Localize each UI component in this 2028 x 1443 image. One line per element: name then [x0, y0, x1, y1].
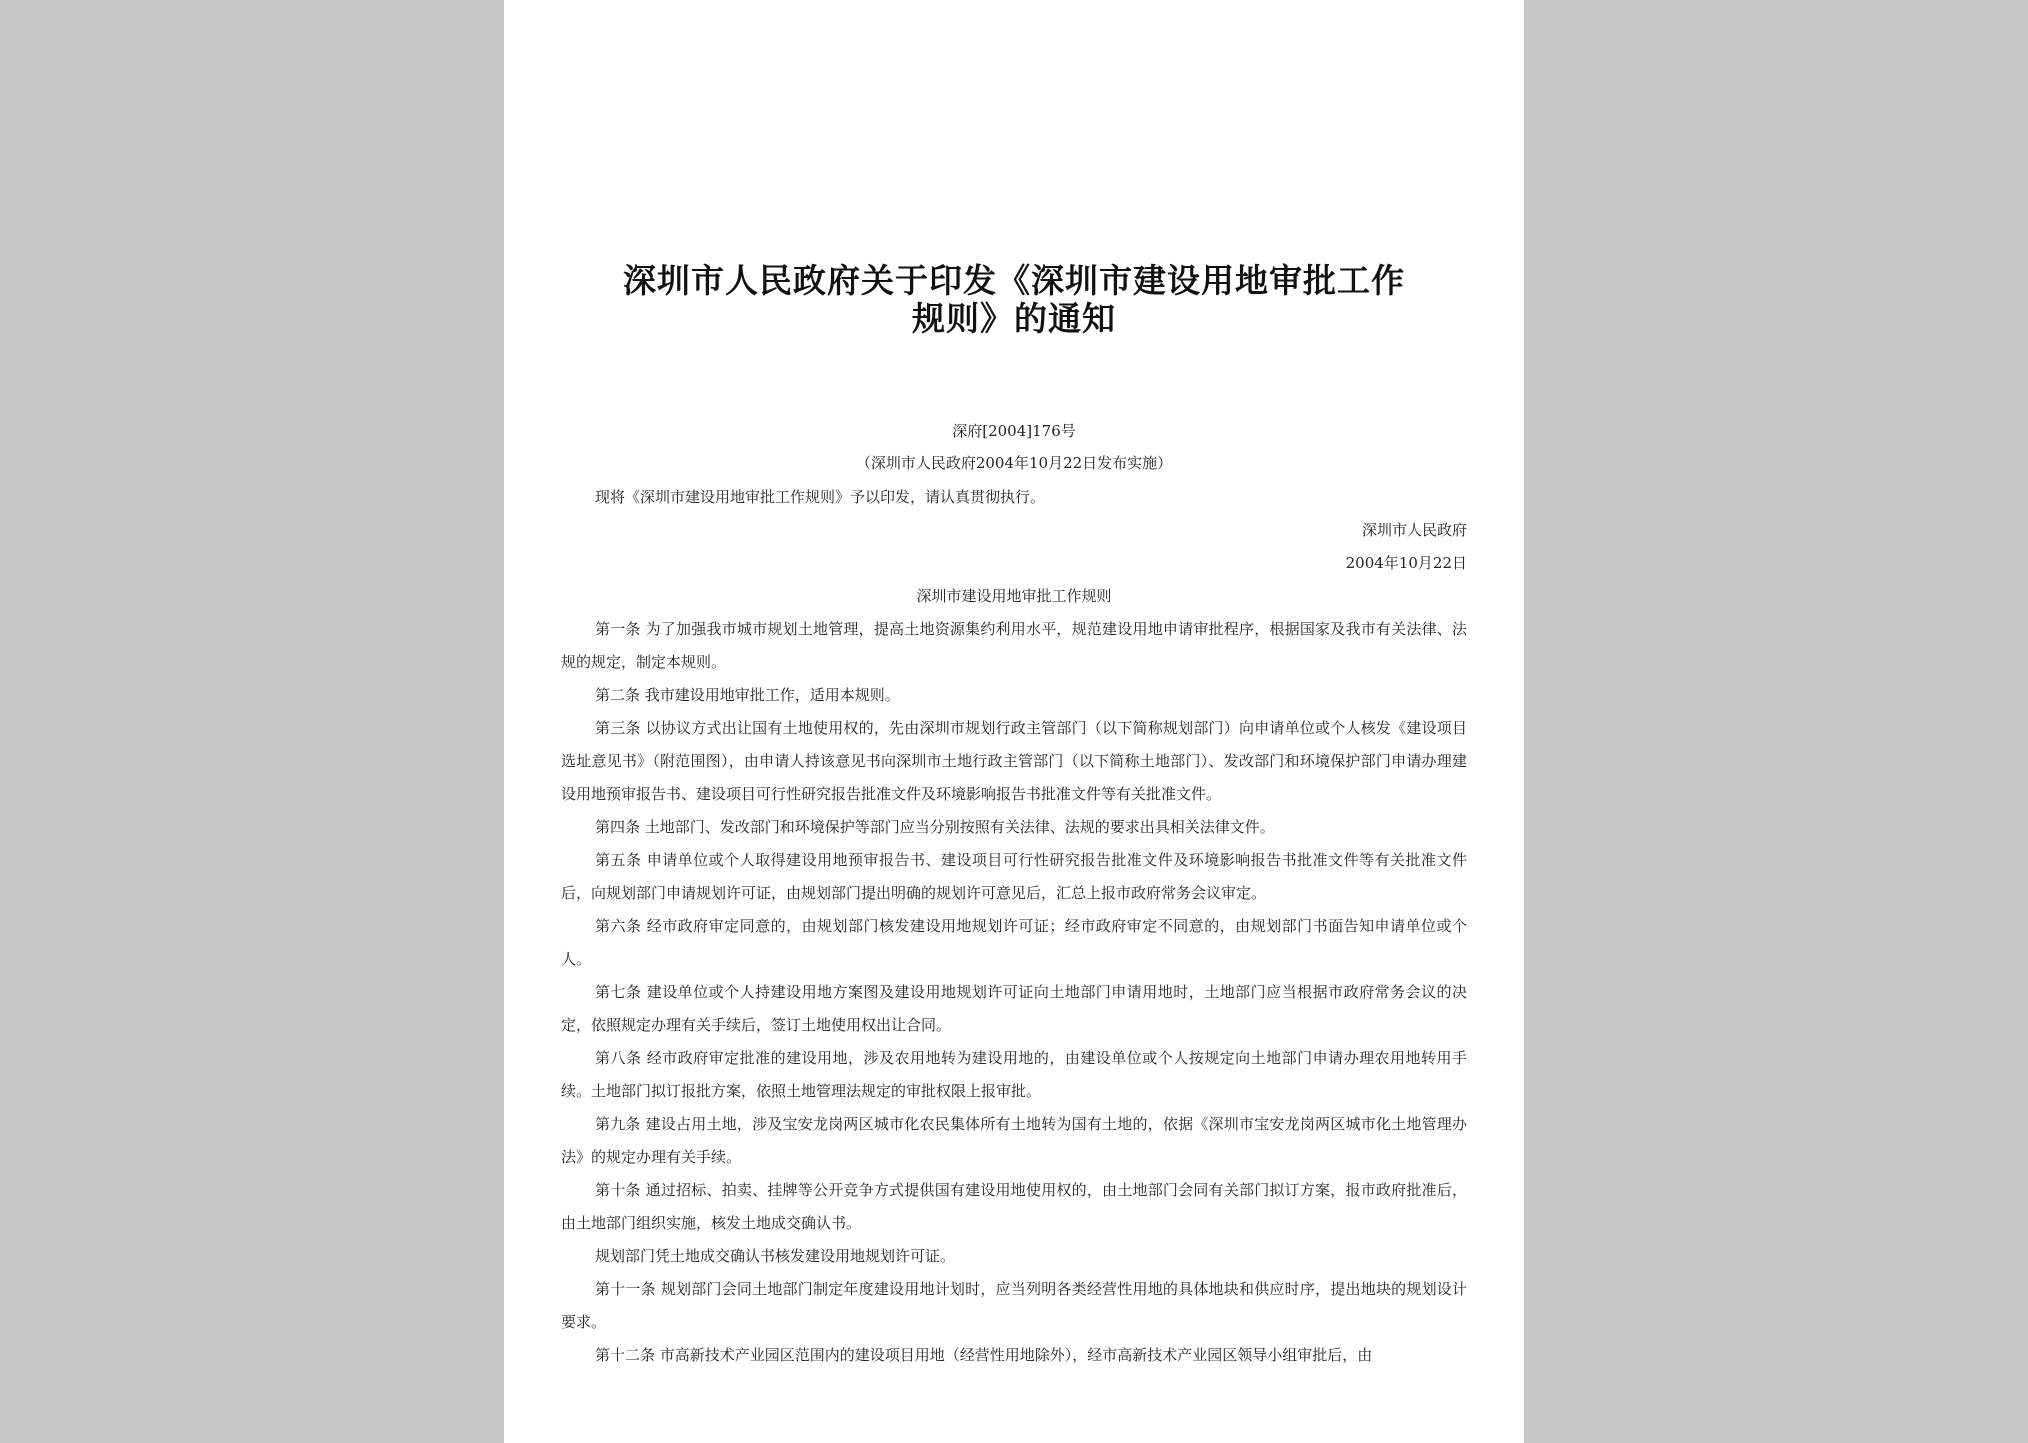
article-8: 第八条 经市政府审定批准的建设用地，涉及农用地转为建设用地的，由建设单位或个人按规定向土地部门申请办理农用地转用手续。土地部门拟订报批方案，依照土地管理法规定的审批权限上报审批。 — [561, 1049, 1467, 1100]
article-4: 第四条 土地部门、发改部门和环境保护等部门应当分别按照有关法律、法规的要求出具相关法律文件。 — [595, 818, 1275, 836]
document-title — [584, 262, 1444, 338]
article-3: 第三条 以协议方式出让国有土地使用权的，先由深圳市规划行政主管部门（以下简称规划部门）向申请单位或个人核发《建设项目选址意见书》（附范围图），由申请人持该意见书向深圳市土地行政主管部门（以下简称土地部门）、发改部门和环境保护部门申请办理建设用地预审报告书、建设项目可行性研究报告批准文件及环境影响报告书批准文件等有关批准文件。 — [561, 719, 1467, 803]
article-11: 第十一条 规划部门会同土地部门制定年度建设用地计划时，应当列明各类经营性用地的具体地块和供应时序，提出地块的规划设计要求。 — [561, 1280, 1467, 1331]
document-number: 深府[2004]176号 — [952, 422, 1076, 440]
issued-note: （深圳市人民政府2004年10月22日发布实施） — [855, 454, 1173, 472]
article-7: 第七条 建设单位或个人持建设用地方案图及建设用地规划许可证向土地部门申请用地时，土地部门应当根据市政府常务会议的决定，依照规定办理有关手续后，签订土地使用权出让合同。 — [561, 983, 1467, 1034]
article-10: 第十条 通过招标、拍卖、挂牌等公开竞争方式提供国有建设用地使用权的，由土地部门会同有关部门拟订方案，报市政府批准后，由土地部门组织实施，核发土地成交确认书。 — [561, 1181, 1467, 1232]
article-6: 第六条 经市政府审定同意的，由规划部门核发建设用地规划许可证；经市政府审定不同意的，由规划部门书面告知申请单位或个人。 — [561, 917, 1467, 968]
article-10-note: 规划部门凭土地成交确认书核发建设用地规划许可证。 — [595, 1247, 956, 1265]
article-12: 第十二条 市高新技术产业园区范围内的建设项目用地（经营性用地除外），经市高新技术产业园区领导小组审批后，由 — [595, 1346, 1373, 1364]
intro-paragraph: 现将《深圳市建设用地审批工作规则》予以印发，请认真贯彻执行。 — [595, 488, 1046, 506]
article-2: 第二条 我市建设用地审批工作，适用本规则。 — [595, 686, 900, 704]
article-9: 第九条 建设占用土地，涉及宝安龙岗两区城市化农民集体所有土地转为国有土地的，依据《深圳市宝安龙岗两区城市化土地管理办法》的规定办理有关手续。 — [561, 1115, 1467, 1166]
rules-title: 深圳市建设用地审批工作规则 — [916, 587, 1112, 605]
signer: 深圳市人民政府 — [1361, 521, 1467, 539]
document-body — [561, 481, 1467, 1372]
sign-date: 2004年10月22日 — [1345, 554, 1467, 572]
article-1: 第一条 为了加强我市城市规划土地管理，提高土地资源集约利用水平，规范建设用地申请审批程序，根据国家及我市有关法律、法规的规定，制定本规则。 — [561, 620, 1467, 671]
title-line-2: 规则》的通知 — [912, 299, 1116, 338]
title-line-1: 深圳市人民政府关于印发《深圳市建设用地审批工作 — [623, 261, 1405, 300]
document-page — [504, 0, 1524, 1443]
article-5: 第五条 申请单位或个人取得建设用地预审报告书、建设项目可行性研究报告批准文件及环境影响报告书批准文件等有关批准文件后，向规划部门申请规划许可证，由规划部门提出明确的规划许可意见后，汇总上报市政府常务会议审定。 — [561, 851, 1467, 902]
